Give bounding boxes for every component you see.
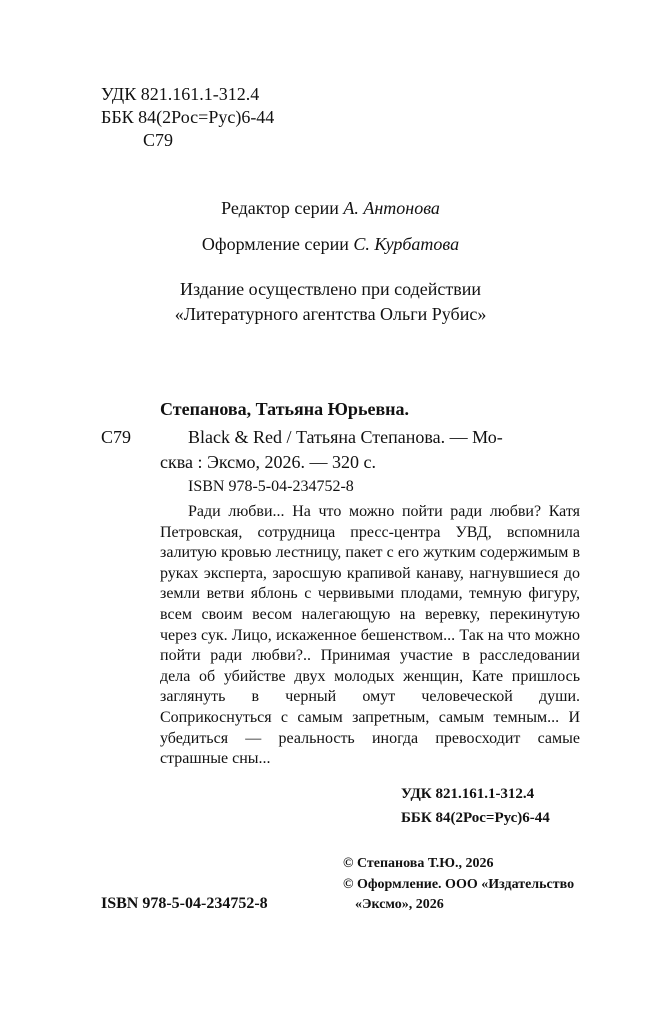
copyright-author: © Степанова Т.Ю., 2026 [343,856,494,871]
copyright-design-line1: © Оформление. ООО «Издательство [343,877,575,892]
bibliographic-title-line1: Black & Red / Татьяна Степанова. — Мо- [188,427,503,447]
copyright-design-line2: «Эксмо», 2026 [355,897,444,912]
series-editor [0,197,661,219]
series-design [0,233,661,255]
series-design-label: Оформление серии [201,234,349,254]
bibliographic-title-line2: сква : Эксмо, 2026. — 320 с. [160,452,377,472]
header-udk: УДК 821.161.1-312.4 [101,84,260,104]
publication-note-line1: Издание осуществлено при содействии [179,279,482,299]
footer-bbk: ББК 84(2Рос=Рус)6-44 [401,810,550,826]
bibliographic-code: С79 [101,427,132,447]
series-editor-label: Редактор серии [221,198,339,218]
bibliographic-isbn: ISBN 978-5-04-234752-8 [188,478,354,495]
series-design-name: С. Курбатова [353,234,460,254]
footer-isbn: ISBN 978-5-04-234752-8 [101,895,268,912]
header-author-code: С79 [143,130,174,150]
annotation-text: Ради любви... На что можно пойти ради любви? Катя Петровская, сотрудница пресс-центра УВД, вспомнила залитую кровью лестницу, пакет с его жутким содержимым в руках эксперта, заросшую крапивой канаву, нагнувшиеся до земли ветви яблонь с червивыми плодами, темную фигуру, всем своим весом налегающую на веревку, перекинутую через сук. Лицо, искаженное бешенством... Так на что можно пойти ради любви?.. Принимая участие в расследовании дела об убийстве двух молодых женщин, Кате пришлось заглянуть в черный омут человеческой души. Соприкоснуться с самым запретным, самым темным... И убедиться — реальность иногда превосходит самые страшные сны... [160,503,580,768]
bibliographic-author: Степанова, Татьяна Юрьевна. [160,399,410,419]
series-editor-name: А. Антонова [343,198,440,218]
header-bbk: ББК 84(2Рос=Рус)6-44 [101,107,275,127]
publication-note-line2: «Литературного агентства Ольги Рубис» [174,304,487,324]
footer-udk: УДК 821.161.1-312.4 [401,786,535,802]
